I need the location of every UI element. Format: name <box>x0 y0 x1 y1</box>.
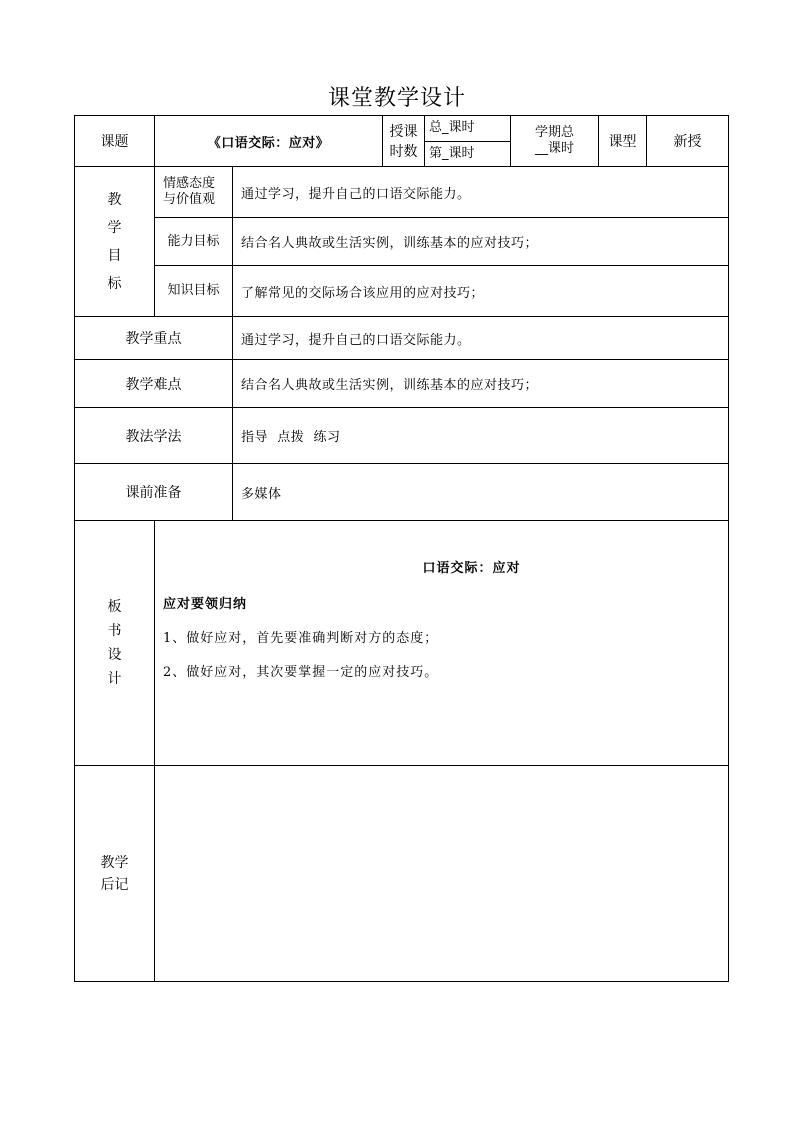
board-title: 口语交际：应对 <box>422 561 521 576</box>
board-char-3: 设 <box>107 647 122 663</box>
board-heading: 应对要领归纳 <box>163 597 248 612</box>
emotion-value: 通过学习，提升自己的口语交际能力。 <box>233 167 729 218</box>
focus-value: 通过学习，提升自己的口语交际能力。 <box>233 317 729 360</box>
total-hours: 总_课时 <box>425 116 510 141</box>
term-total-line-2: __课时 <box>535 141 575 156</box>
board-content <box>155 521 729 766</box>
hours-label-line-2: 时数 <box>389 144 418 160</box>
topic-label: 课题 <box>75 116 155 167</box>
board-char-4: 计 <box>107 671 122 687</box>
board-label <box>75 521 155 766</box>
header-row <box>75 116 729 167</box>
objectives-char-4: 标 <box>107 275 122 292</box>
knowledge-label: 知识目标 <box>155 266 233 317</box>
type-label: 课型 <box>599 116 647 167</box>
hours-label-line-1: 授课 <box>389 124 418 140</box>
prep-label: 课前准备 <box>75 464 233 521</box>
emotion-label-line-2: 与价值观 <box>163 192 216 207</box>
type-value: 新授 <box>647 116 729 167</box>
prep-value: 多媒体 <box>233 464 729 521</box>
ability-label: 能力目标 <box>155 218 233 266</box>
lesson-plan-table <box>74 115 729 982</box>
board-point-1: 1、做好应对，首先要准确判断对方的态度； <box>163 631 439 646</box>
page-title: 课堂教学设计 <box>327 86 466 111</box>
emotion-label <box>155 167 233 218</box>
topic-value: 《口语交际：应对》 <box>155 116 383 167</box>
objectives-label <box>75 167 155 317</box>
method-row <box>75 408 729 464</box>
board-row <box>75 521 729 766</box>
focus-label: 教学重点 <box>75 317 233 360</box>
afterword-label-line-1: 教学 <box>100 854 129 871</box>
afterword-label <box>75 766 155 982</box>
term-total <box>511 116 599 167</box>
objectives-char-1: 教 <box>107 191 122 208</box>
afterword-content <box>155 766 729 982</box>
afterword-row <box>75 766 729 982</box>
focus-row <box>75 317 729 360</box>
afterword-label-line-2: 后记 <box>100 876 129 893</box>
objective-row-ability <box>75 218 729 266</box>
method-label: 教法学法 <box>75 408 233 464</box>
difficulty-value: 结合名人典故或生活实例，训练基本的应对技巧； <box>233 360 729 408</box>
board-char-1: 板 <box>107 599 122 615</box>
emotion-label-line-1: 情感态度 <box>163 176 216 191</box>
term-total-line-1: 学期总 <box>535 125 575 140</box>
ability-value: 结合名人典故或生活实例，训练基本的应对技巧； <box>233 218 729 266</box>
difficulty-label: 教学难点 <box>75 360 233 408</box>
objectives-char-3: 目 <box>107 247 122 264</box>
objective-row-knowledge <box>75 266 729 317</box>
board-point-2: 2、做好应对，其次要掌握一定的应对技巧。 <box>163 665 439 680</box>
difficulty-row <box>75 360 729 408</box>
objective-row-emotion <box>75 167 729 218</box>
method-value: 指导 点拨 练习 <box>233 408 729 464</box>
knowledge-value: 了解常见的交际场合该应用的应对技巧； <box>233 266 729 317</box>
prep-row <box>75 464 729 521</box>
nth-hour: 第_课时 <box>429 145 475 161</box>
hours-cell <box>425 116 511 167</box>
hours-label <box>383 116 425 167</box>
objectives-char-2: 学 <box>107 219 122 236</box>
board-char-2: 书 <box>107 623 122 639</box>
